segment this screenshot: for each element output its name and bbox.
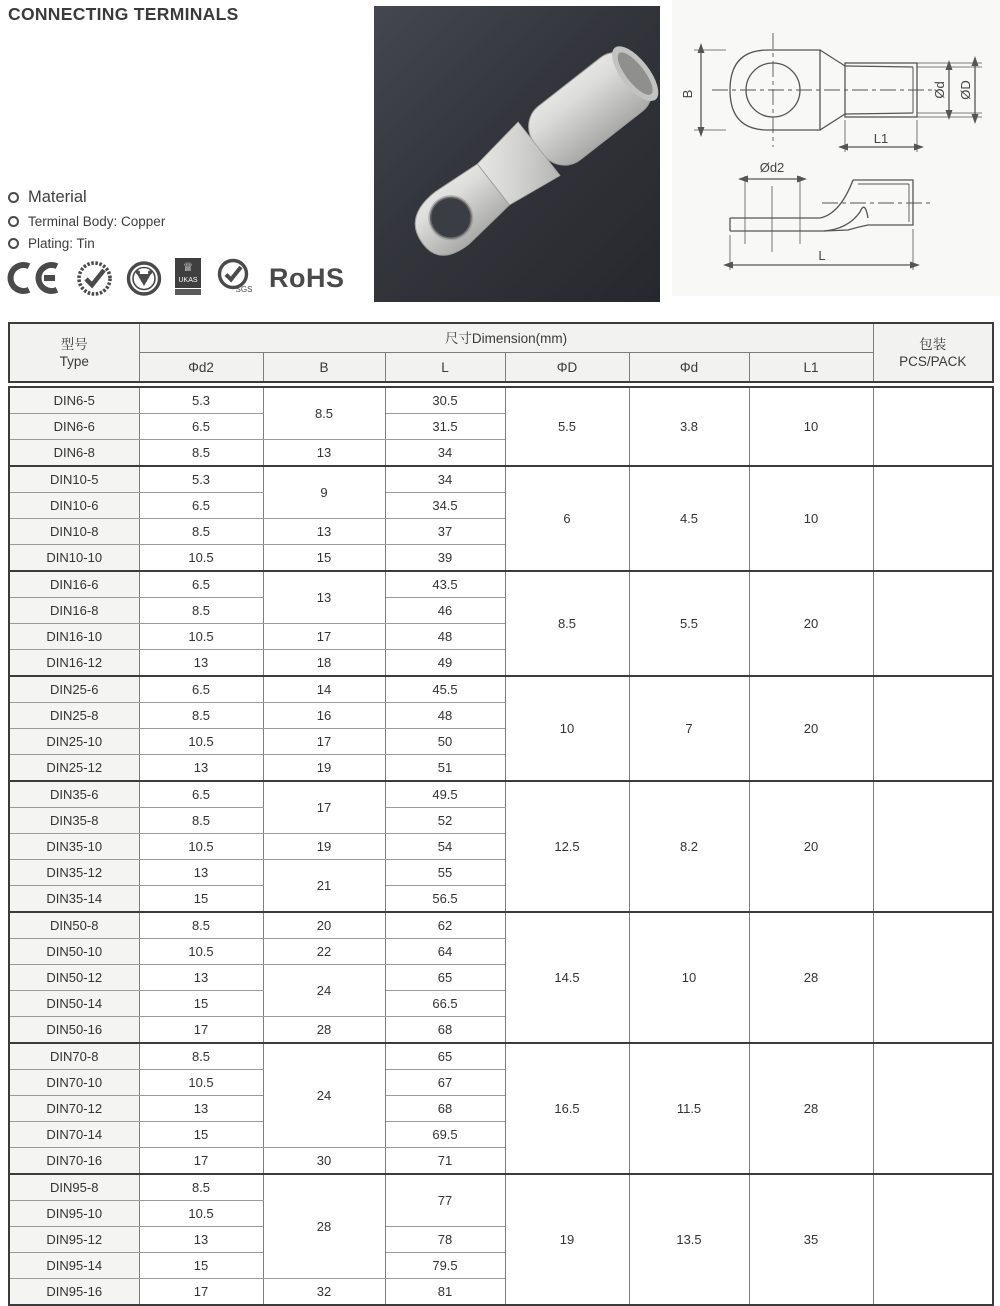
- material-item: [8, 214, 165, 229]
- svg-text:SGS: SGS: [235, 285, 253, 294]
- cell-d2: 10.5: [139, 1201, 263, 1227]
- cell-phid: 8.2: [629, 781, 749, 912]
- cell-b: 24: [263, 1043, 385, 1148]
- cell-d2: 13: [139, 860, 263, 886]
- cell-l: 37: [385, 519, 505, 545]
- cell-d2: 10.5: [139, 834, 263, 860]
- cell-phiD: 19: [505, 1174, 629, 1305]
- dim-label-od2: Ød2: [759, 160, 785, 175]
- cell-b: 13: [263, 519, 385, 545]
- cell-type: DIN95-12: [9, 1227, 139, 1253]
- technical-drawing: [672, 0, 1000, 296]
- cell-type: DIN16-6: [9, 571, 139, 598]
- cell-type: DIN50-10: [9, 939, 139, 965]
- cell-l: 66.5: [385, 991, 505, 1017]
- table-row: [9, 912, 993, 939]
- dim-label-od: Ød: [932, 81, 947, 99]
- cell-d2: 17: [139, 1279, 263, 1306]
- ce-mark-icon: [5, 260, 63, 296]
- cell-b: 19: [263, 755, 385, 782]
- cell-l: 34.5: [385, 493, 505, 519]
- cell-l: 62: [385, 912, 505, 939]
- cell-l: 30.5: [385, 387, 505, 414]
- cell-type: DIN25-8: [9, 703, 139, 729]
- cell-l1: 20: [749, 676, 873, 781]
- cell-l: 68: [385, 1017, 505, 1044]
- cell-l: 43.5: [385, 571, 505, 598]
- cell-d2: 15: [139, 1253, 263, 1279]
- cell-l: 49: [385, 650, 505, 677]
- cell-b: 20: [263, 912, 385, 939]
- cell-d2: 17: [139, 1017, 263, 1044]
- cell-phiD: 10: [505, 676, 629, 781]
- dim-label-l1: L1: [873, 131, 889, 146]
- cell-l: 34: [385, 466, 505, 493]
- col-header-phid: Φd: [629, 353, 749, 383]
- cell-b: 28: [263, 1174, 385, 1279]
- cell-l: 78: [385, 1227, 505, 1253]
- cell-type: DIN70-8: [9, 1043, 139, 1070]
- iso-crown-badge-icon: [126, 260, 162, 297]
- cell-l: 67: [385, 1070, 505, 1096]
- cell-b: 17: [263, 781, 385, 834]
- col-header-phiD: ΦD: [505, 353, 629, 383]
- cell-phiD: 12.5: [505, 781, 629, 912]
- cell-type: DIN50-12: [9, 965, 139, 991]
- bullet-icon: [8, 238, 19, 249]
- dim-label-oD: ØD: [958, 80, 973, 100]
- cell-l: 79.5: [385, 1253, 505, 1279]
- cell-b: 18: [263, 650, 385, 677]
- cell-type: DIN50-14: [9, 991, 139, 1017]
- rohs-label: RoHS: [269, 262, 345, 293]
- cell-type: DIN70-10: [9, 1070, 139, 1096]
- cell-pack: [873, 676, 993, 781]
- cell-type: DIN10-6: [9, 493, 139, 519]
- cell-l1: 28: [749, 1043, 873, 1174]
- cell-type: DIN10-8: [9, 519, 139, 545]
- cell-phid: 7: [629, 676, 749, 781]
- cell-d2: 8.5: [139, 440, 263, 467]
- cell-type: DIN10-5: [9, 466, 139, 493]
- cell-d2: 8.5: [139, 703, 263, 729]
- cell-l: 31.5: [385, 414, 505, 440]
- cell-l: 77: [385, 1174, 505, 1227]
- cell-d2: 8.5: [139, 1043, 263, 1070]
- cell-d2: 10.5: [139, 1070, 263, 1096]
- cell-l: 34: [385, 440, 505, 467]
- col-header-dimension: 尺寸Dimension(mm): [139, 323, 873, 353]
- cell-phid: 3.8: [629, 387, 749, 466]
- cell-d2: 15: [139, 991, 263, 1017]
- cell-pack: [873, 1174, 993, 1305]
- cell-l: 50: [385, 729, 505, 755]
- col-header-d2: Φd2: [139, 353, 263, 383]
- cell-b: 9: [263, 466, 385, 519]
- cell-type: DIN25-12: [9, 755, 139, 782]
- cell-l1: 10: [749, 387, 873, 466]
- dimension-diagram: [672, 0, 1000, 296]
- cell-phiD: 5.5: [505, 387, 629, 466]
- cell-b: 15: [263, 545, 385, 572]
- cell-phid: 10: [629, 912, 749, 1043]
- cell-phid: 11.5: [629, 1043, 749, 1174]
- dim-label-b: B: [680, 89, 695, 99]
- cell-l: 48: [385, 703, 505, 729]
- cell-b: 17: [263, 624, 385, 650]
- dim-label-l: L: [818, 248, 826, 263]
- cell-b: 24: [263, 965, 385, 1017]
- product-photo: [374, 6, 660, 302]
- col-header-l: L: [385, 353, 505, 383]
- cell-l: 39: [385, 545, 505, 572]
- cell-b: 13: [263, 440, 385, 467]
- col-header-pack-cn: 包装: [919, 336, 947, 352]
- cell-b: 17: [263, 729, 385, 755]
- cell-type: DIN95-10: [9, 1201, 139, 1227]
- cell-d2: 8.5: [139, 598, 263, 624]
- cell-type: DIN95-8: [9, 1174, 139, 1201]
- cell-l: 49.5: [385, 781, 505, 808]
- cell-d2: 13: [139, 1096, 263, 1122]
- cell-l: 81: [385, 1279, 505, 1306]
- table-row: [9, 781, 993, 808]
- sgs-badge-icon: [214, 258, 256, 298]
- cell-d2: 6.5: [139, 414, 263, 440]
- cell-l: 68: [385, 1096, 505, 1122]
- svg-text:♕: ♕: [182, 260, 194, 274]
- cell-d2: 8.5: [139, 519, 263, 545]
- cell-phid: 4.5: [629, 466, 749, 571]
- cell-phiD: 8.5: [505, 571, 629, 676]
- cell-type: DIN35-10: [9, 834, 139, 860]
- cell-pack: [873, 781, 993, 912]
- material-list: [8, 188, 165, 258]
- bullet-icon: [8, 216, 19, 227]
- cell-type: DIN70-16: [9, 1148, 139, 1175]
- material-item-label: Plating: Tin: [28, 236, 95, 251]
- cell-l: 46: [385, 598, 505, 624]
- cell-l: 45.5: [385, 676, 505, 703]
- cell-l: 69.5: [385, 1122, 505, 1148]
- table-row: [9, 676, 993, 703]
- cell-d2: 6.5: [139, 676, 263, 703]
- cell-b: 21: [263, 860, 385, 913]
- cell-pack: [873, 466, 993, 571]
- cell-b: 14: [263, 676, 385, 703]
- cell-pack: [873, 387, 993, 466]
- cell-type: DIN35-12: [9, 860, 139, 886]
- cell-d2: 10.5: [139, 624, 263, 650]
- cell-type: DIN50-16: [9, 1017, 139, 1044]
- material-item: [8, 188, 165, 207]
- cell-d2: 15: [139, 1122, 263, 1148]
- cell-l1: 10: [749, 466, 873, 571]
- cell-d2: 10.5: [139, 729, 263, 755]
- cell-d2: 10.5: [139, 939, 263, 965]
- cell-l1: 35: [749, 1174, 873, 1305]
- page-title: CONNECTING TERMINALS: [8, 4, 239, 24]
- cell-b: 28: [263, 1017, 385, 1044]
- cell-l: 55: [385, 860, 505, 886]
- cell-pack: [873, 571, 993, 676]
- cell-l: 64: [385, 939, 505, 965]
- cell-d2: 8.5: [139, 912, 263, 939]
- cell-b: 30: [263, 1148, 385, 1175]
- cell-phid: 5.5: [629, 571, 749, 676]
- cell-l: 65: [385, 965, 505, 991]
- cell-type: DIN35-8: [9, 808, 139, 834]
- cell-type: DIN95-16: [9, 1279, 139, 1306]
- cell-b: 16: [263, 703, 385, 729]
- cell-type: DIN16-12: [9, 650, 139, 677]
- cell-type: DIN50-8: [9, 912, 139, 939]
- cell-l: 48: [385, 624, 505, 650]
- cell-d2: 5.3: [139, 466, 263, 493]
- cell-d2: 13: [139, 1227, 263, 1253]
- cell-phiD: 6: [505, 466, 629, 571]
- cell-l: 65: [385, 1043, 505, 1070]
- svg-text:UKAS: UKAS: [178, 277, 198, 284]
- cell-b: 8.5: [263, 387, 385, 440]
- cell-d2: 5.3: [139, 387, 263, 414]
- table-row: [9, 1174, 993, 1201]
- terminal-lug-image: [374, 6, 660, 302]
- cell-phiD: 14.5: [505, 912, 629, 1043]
- cell-b: 19: [263, 834, 385, 860]
- cell-type: DIN6-8: [9, 440, 139, 467]
- cell-d2: 8.5: [139, 1174, 263, 1201]
- cell-phid: 13.5: [629, 1174, 749, 1305]
- ukas-badge-icon: [175, 258, 201, 298]
- cell-type: DIN70-14: [9, 1122, 139, 1148]
- cell-type: DIN70-12: [9, 1096, 139, 1122]
- cell-d2: 13: [139, 965, 263, 991]
- cell-pack: [873, 912, 993, 1043]
- cell-d2: 13: [139, 755, 263, 782]
- cell-type: DIN6-5: [9, 387, 139, 414]
- cell-type: DIN35-6: [9, 781, 139, 808]
- cell-type: DIN16-10: [9, 624, 139, 650]
- cell-d2: 8.5: [139, 808, 263, 834]
- certification-row: [5, 256, 345, 300]
- cell-d2: 6.5: [139, 571, 263, 598]
- cell-phiD: 16.5: [505, 1043, 629, 1174]
- col-header-type-en: Type: [59, 353, 89, 369]
- col-header-type: [9, 323, 139, 382]
- cell-l: 54: [385, 834, 505, 860]
- col-header-pack-en: PCS/PACK: [899, 353, 967, 369]
- cell-d2: 6.5: [139, 781, 263, 808]
- col-header-l1: L1: [749, 353, 873, 383]
- cell-b: 32: [263, 1279, 385, 1306]
- cell-d2: 17: [139, 1148, 263, 1175]
- table-row: [9, 387, 993, 414]
- cell-type: DIN10-10: [9, 545, 139, 572]
- cell-l1: 20: [749, 571, 873, 676]
- material-item-label: Material: [28, 188, 87, 206]
- cell-type: DIN25-10: [9, 729, 139, 755]
- cell-type: DIN16-8: [9, 598, 139, 624]
- col-header-type-cn: 型号: [60, 336, 88, 352]
- cell-l1: 28: [749, 912, 873, 1043]
- material-item: [8, 236, 165, 251]
- cell-type: DIN35-14: [9, 886, 139, 913]
- cell-type: DIN6-6: [9, 414, 139, 440]
- cell-l: 56.5: [385, 886, 505, 913]
- cell-l: 52: [385, 808, 505, 834]
- col-header-b: B: [263, 353, 385, 383]
- cell-d2: 13: [139, 650, 263, 677]
- cell-d2: 6.5: [139, 493, 263, 519]
- bullet-icon: [8, 192, 19, 203]
- cell-type: DIN95-14: [9, 1253, 139, 1279]
- cell-l1: 20: [749, 781, 873, 912]
- cell-b: 22: [263, 939, 385, 965]
- spec-table-header: [8, 322, 994, 383]
- material-item-label: Terminal Body: Copper: [28, 214, 166, 229]
- cell-type: DIN25-6: [9, 676, 139, 703]
- cell-l: 71: [385, 1148, 505, 1175]
- col-header-pack: [873, 323, 993, 382]
- cell-d2: 15: [139, 886, 263, 913]
- quality-check-badge-icon: [76, 260, 113, 297]
- cell-l: 51: [385, 755, 505, 782]
- spec-table: [8, 386, 994, 1306]
- cell-pack: [873, 1043, 993, 1174]
- table-row: [9, 571, 993, 598]
- cell-d2: 10.5: [139, 545, 263, 572]
- table-row: [9, 1043, 993, 1070]
- cell-b: 13: [263, 571, 385, 624]
- table-row: [9, 466, 993, 493]
